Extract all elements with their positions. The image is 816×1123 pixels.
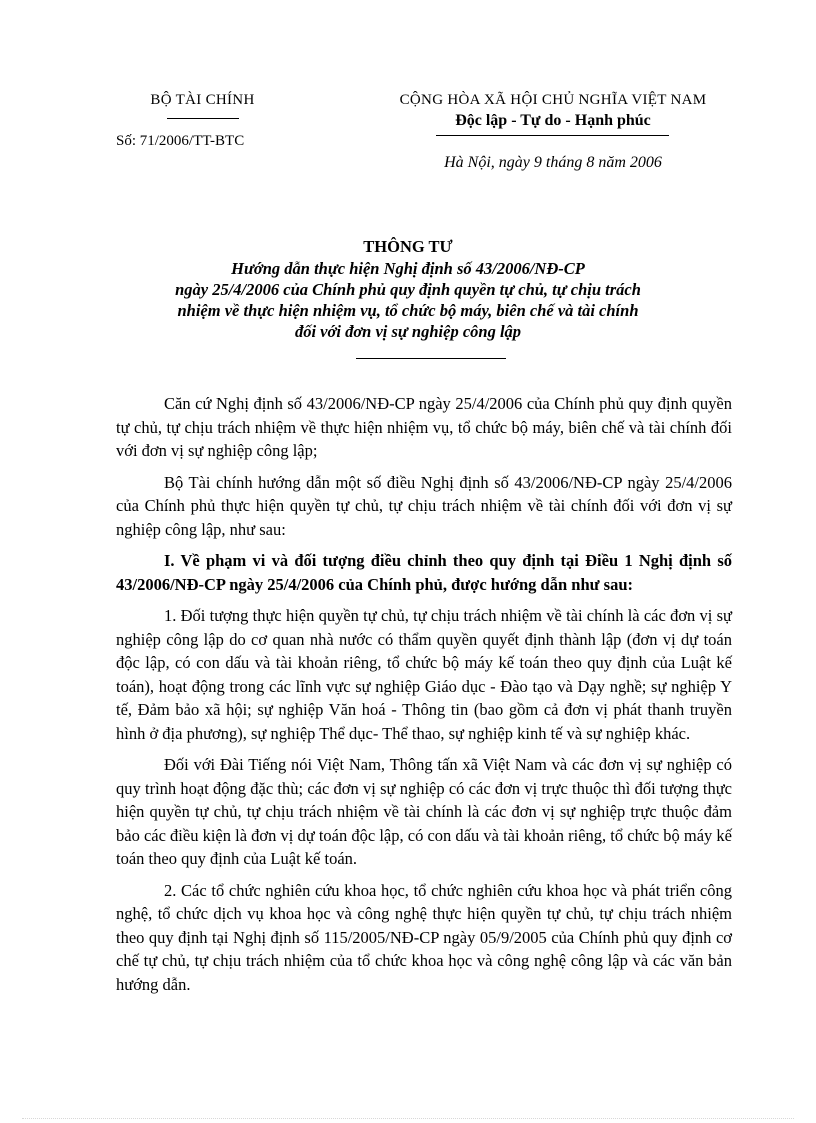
title-underline — [356, 358, 506, 359]
paragraph-item-1: 1. Đối tượng thực hiện quyền tự chủ, tự chịu trách nhiệm về tài chính là các đơn vị sự nghiệp công lập do cơ quan nhà nước có thẩm quyền quyết định thành lập (đơn vị dự toán độc lập, có con dấu và tài khoản riêng, tổ chức bộ máy kế toán theo quy định của Luật kế toán), hoạt động trong các lĩnh vực sự nghiệp Giáo dục - Đào tạo và Dạy nghề; sự nghiệp Y tế, Đảm bảo xã hội; sự nghiệp Văn hoá - Thông tin (bao gồm cả đơn vị phát thanh truyền hình ở địa phương), sự nghiệp Thể dục- Thể thao, sự nghiệp kinh tế và sự nghiệp khác. — [116, 606, 732, 743]
document-title: THÔNG TƯ — [363, 237, 453, 256]
document-subtitle — [100, 258, 716, 342]
ministry-underline — [167, 118, 239, 119]
paragraph-item-2: 2. Các tổ chức nghiên cứu khoa học, tổ chức nghiên cứu khoa học và phát triển công nghệ, tổ chức dịch vụ khoa học và công nghệ thực hiện quyền tự chủ, tự chịu trách nhiệm theo quy định tại Nghị định số 115/2005/NĐ-CP ngày 05/9/2005 của Chính phủ quy định cơ chế tự chủ, tự chịu trách nhiệm của tổ chức khoa học và công nghệ công lập và các văn bản hướng dẫn. — [116, 880, 732, 994]
subtitle-line: nhiệm về thực hiện nhiệm vụ, tổ chức bộ máy, biên chế và tài chính — [177, 301, 639, 320]
subtitle-line: đối với đơn vị sự nghiệp công lập — [294, 322, 522, 341]
paragraph-intro: Bộ Tài chính hướng dẫn một số điều Nghị định số 43/2006/NĐ-CP ngày 25/4/2006 của Chính phủ thực hiện quyền tự chủ, tự chịu trách nhiệm về tài chính đối với đơn vị sự nghiệp công lập, như sau: — [116, 472, 732, 539]
subtitle-line: ngày 25/4/2006 của Chính phủ quy định quyền tự chủ, tự chịu trách — [175, 280, 641, 299]
document-body — [116, 392, 732, 1004]
section-heading-1: I. Về phạm vi và đối tượng điều chỉnh theo quy định tại Điều 1 Nghị định số 43/2006/NĐ-CP ngày 25/4/2006 của Chính phủ, được hướng dẫn như sau: — [116, 551, 732, 594]
page-bottom-border — [22, 1118, 794, 1119]
paragraph-item-1-note: Đối với Đài Tiếng nói Việt Nam, Thông tấn xã Việt Nam và các đơn vị sự nghiệp có quy trình hoạt động đặc thù; các đơn vị sự nghiệp có các đơn vị trực thuộc thì đối tượng thực hiện quyền tự chủ, tự chịu trách nhiệm về tài chính là các đơn vị sự nghiệp trực thuộc đảm bảo các điều kiện là đơn vị dự toán độc lập, có con dấu và tài khoản riêng, tổ chức bộ máy kế toán theo quy định của Luật kế toán. — [116, 755, 732, 868]
document-date: Hà Nội, ngày 9 tháng 8 năm 2006 — [444, 154, 662, 171]
paragraph-legal-basis: Căn cứ Nghị định số 43/2006/NĐ-CP ngày 25/4/2006 của Chính phủ quy định quyền tự chủ, tự chịu trách nhiệm về thực hiện nhiệm vụ, tổ chức bộ máy, biên chế và tài chính đối với đơn vị sự nghiệp công lập; — [116, 394, 732, 460]
ministry-name: BỘ TÀI CHÍNH — [150, 92, 255, 108]
motto-underline — [436, 135, 669, 136]
republic-name: CỘNG HÒA XÃ HỘI CHỦ NGHĨA VIỆT NAM — [399, 92, 707, 108]
subtitle-line: Hướng dẫn thực hiện Nghị định số 43/2006/NĐ-CP — [231, 259, 585, 278]
national-motto: Độc lập - Tự do - Hạnh phúc — [455, 112, 651, 129]
document-number: Số: 71/2006/TT-BTC — [116, 133, 245, 149]
